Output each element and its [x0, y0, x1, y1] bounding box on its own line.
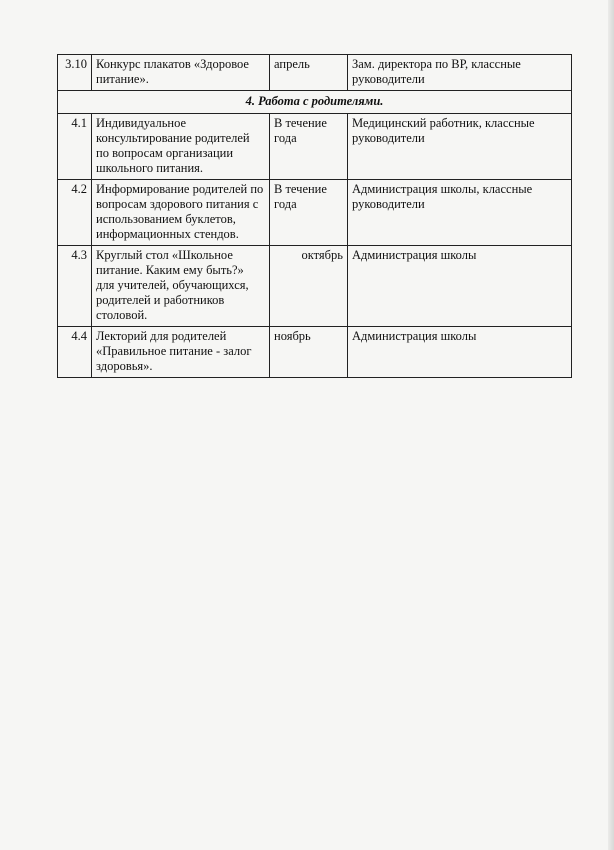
date-cell: октябрь [270, 246, 348, 327]
date-cell: апрель [270, 55, 348, 91]
scan-edge [608, 0, 614, 850]
event-cell: Конкурс плакатов «Здоровое питание». [92, 55, 270, 91]
row-number: 4.2 [58, 180, 92, 246]
table-row [58, 114, 572, 180]
date-cell: В течение года [270, 180, 348, 246]
row-number: 4.3 [58, 246, 92, 327]
table-row [58, 246, 572, 327]
event-cell: Лекторий для родителей «Правильное питание - залог здоровья». [92, 327, 270, 378]
responsible-cell: Администрация школы [348, 327, 572, 378]
table-row [58, 55, 572, 91]
responsible-cell: Администрация школы [348, 246, 572, 327]
event-cell: Индивидуальное консультирование родителей по вопросам организации школьного питания. [92, 114, 270, 180]
activity-plan-table [57, 54, 572, 378]
event-cell: Круглый стол «Школьное питание. Каким ему быть?» для учителей, обучающихся, родителей и работников столовой. [92, 246, 270, 327]
responsible-cell: Зам. директора по ВР, классные руководители [348, 55, 572, 91]
event-cell: Информирование родителей по вопросам здорового питания с использованием буклетов, информационных стендов. [92, 180, 270, 246]
row-number: 4.4 [58, 327, 92, 378]
section-row [58, 91, 572, 114]
table-row [58, 327, 572, 378]
section-heading: 4. Работа с родителями. [58, 91, 572, 114]
row-number: 4.1 [58, 114, 92, 180]
date-cell: В течение года [270, 114, 348, 180]
table-row [58, 180, 572, 246]
responsible-cell: Медицинский работник, классные руководители [348, 114, 572, 180]
date-cell: ноябрь [270, 327, 348, 378]
row-number: 3.10 [58, 55, 92, 91]
responsible-cell: Администрация школы, классные руководители [348, 180, 572, 246]
